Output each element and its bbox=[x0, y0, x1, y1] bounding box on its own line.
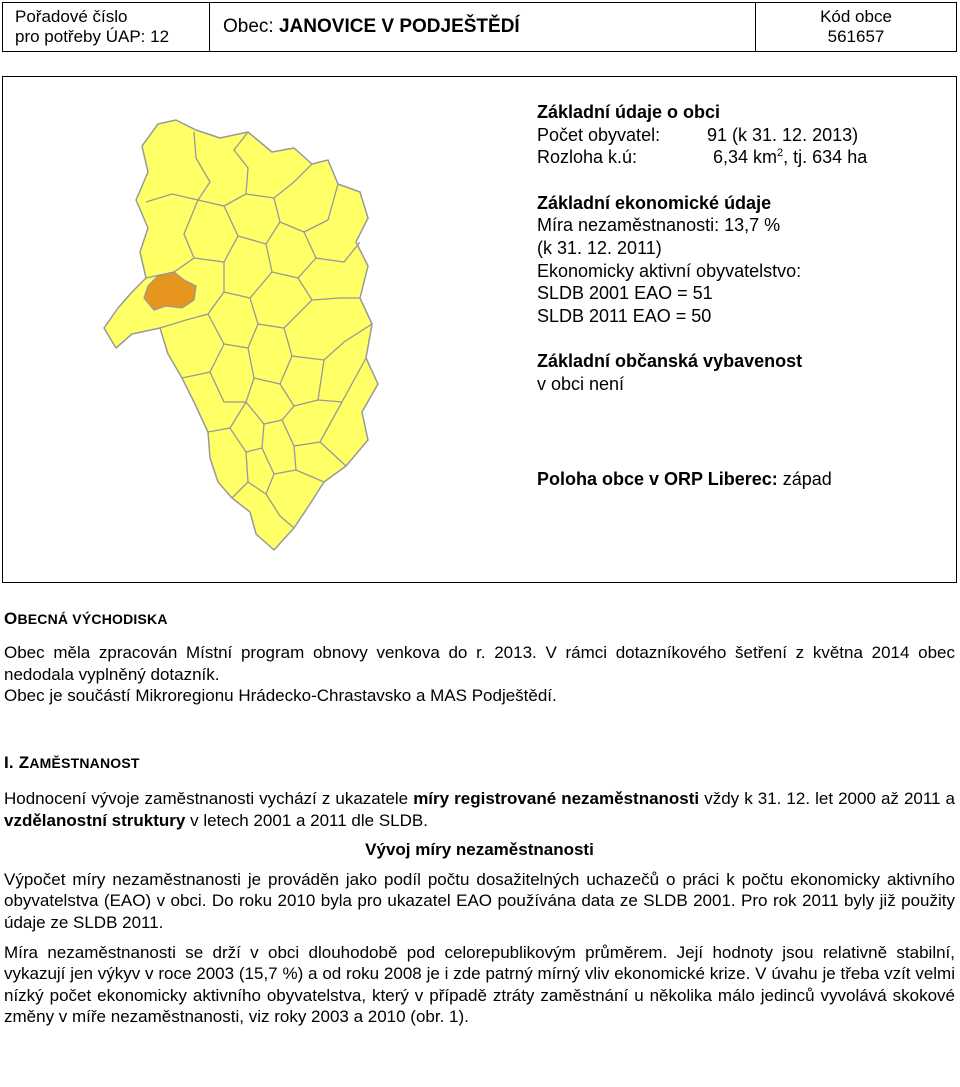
orp-map bbox=[98, 102, 388, 557]
order-line2: pro potřeby ÚAP: 12 bbox=[15, 27, 170, 46]
area-label: Rozloha k.ú: bbox=[537, 147, 638, 168]
eao-label: Ekonomicky aktivní obyvatelstvo: bbox=[537, 260, 802, 281]
population-value: 91 (k 31. 12. 2013) bbox=[707, 124, 859, 145]
eao-2011: SLDB 2011 EAO = 50 bbox=[537, 305, 712, 326]
order-line1: Pořadové číslo bbox=[15, 7, 128, 26]
area-row bbox=[537, 146, 867, 169]
info-panel bbox=[537, 101, 867, 490]
overview-box bbox=[2, 76, 957, 583]
section-obecna-vychodiska bbox=[4, 608, 955, 706]
area-rest: , tj. 634 ha bbox=[783, 147, 868, 168]
area-sup: 2 bbox=[777, 147, 784, 160]
info-basic-heading: Základní údaje o obci bbox=[537, 102, 721, 122]
location-row bbox=[537, 468, 867, 491]
location-value: západ bbox=[777, 468, 832, 489]
eao-2001: SLDB 2001 EAO = 51 bbox=[537, 283, 713, 304]
population-row bbox=[537, 124, 867, 147]
header-table bbox=[2, 2, 957, 52]
location-label: Poloha obce v ORP Liberec: bbox=[537, 468, 778, 489]
obec-name: JANOVICE V PODJEŠTĚDÍ bbox=[278, 16, 520, 37]
info-amenity-heading: Základní občanská vybavenost bbox=[537, 351, 803, 372]
section2-paragraph2: Výpočet míry nezaměstnanosti je prováděn jako podíl počtu dosažitelných uchazečů o práci k počtu ekonomicky aktivního obyvatelstva (EAO) v obci. Do roku 2010 byla pro ukazatel EAO používána data ze SLDB 2001. Pro rok 2011 byly již použity údaje ze SLDB 2011. bbox=[4, 870, 955, 932]
area-value: 6,34 km bbox=[713, 147, 778, 168]
kod-cell bbox=[756, 3, 956, 51]
section-zamestnanost bbox=[4, 752, 955, 1027]
order-number-cell bbox=[3, 3, 210, 51]
section2-paragraph1: Hodnocení vývoje zaměstnanosti vychází z ukazatele míry registrované nezaměstnanosti vždy k 31. 12. let 2000 až 2011 a vzdělanostní struktury v letech 2001 a 2011 dle SLDB. bbox=[4, 789, 955, 830]
obec-label: Obec: bbox=[223, 16, 279, 37]
section2-paragraph3: Míra nezaměstnanosti se drží v obci dlouhodobě pod celorepublikovým průměrem. Její hodnoty jsou relativně stabilní, vykazují jen výkyv v roce 2003 (15,7 %) a od roku 2008 je i zde patrný mírný vliv ekonomické krize. V úvahu je třeba vzít velmi nízký počet ekonomicky aktivního obyvatelstva, který v případě ztráty zaměstnání u několika málo jedinců vyvolává skokové změny v míře nezaměstnanosti, viz roky 2003 a 2010 (obr. 1). bbox=[4, 943, 955, 1026]
unemployment-date: (k 31. 12. 2011) bbox=[537, 237, 662, 258]
section1-title: OBECNÁ VÝCHODISKA bbox=[4, 609, 168, 628]
info-econ-heading: Základní ekonomické údaje bbox=[537, 192, 772, 213]
obec-cell bbox=[210, 3, 756, 51]
kod-label: Kód obce bbox=[820, 7, 892, 26]
section1-paragraph2: Obec je součástí Mikroregionu Hrádecko-Chrastavsko a MAS Podještědí. bbox=[4, 685, 557, 705]
amenity-value: v obci není bbox=[537, 373, 625, 394]
map-outline bbox=[104, 120, 378, 550]
unemployment-rate: Míra nezaměstnanosti: 13,7 % bbox=[537, 215, 781, 236]
section2-title: I. ZAMĚSTNANOST bbox=[4, 753, 140, 772]
kod-value: 561657 bbox=[827, 27, 885, 46]
section2-subtitle: Vývoj míry nezaměstnanosti bbox=[365, 839, 594, 859]
population-label: Počet obyvatel: bbox=[537, 124, 661, 145]
section1-paragraph1: Obec měla zpracován Místní program obnovy venkova do r. 2013. V rámci dotazníkového šetření z května 2014 obec nedodala vyplněný dotazník. bbox=[4, 643, 955, 684]
